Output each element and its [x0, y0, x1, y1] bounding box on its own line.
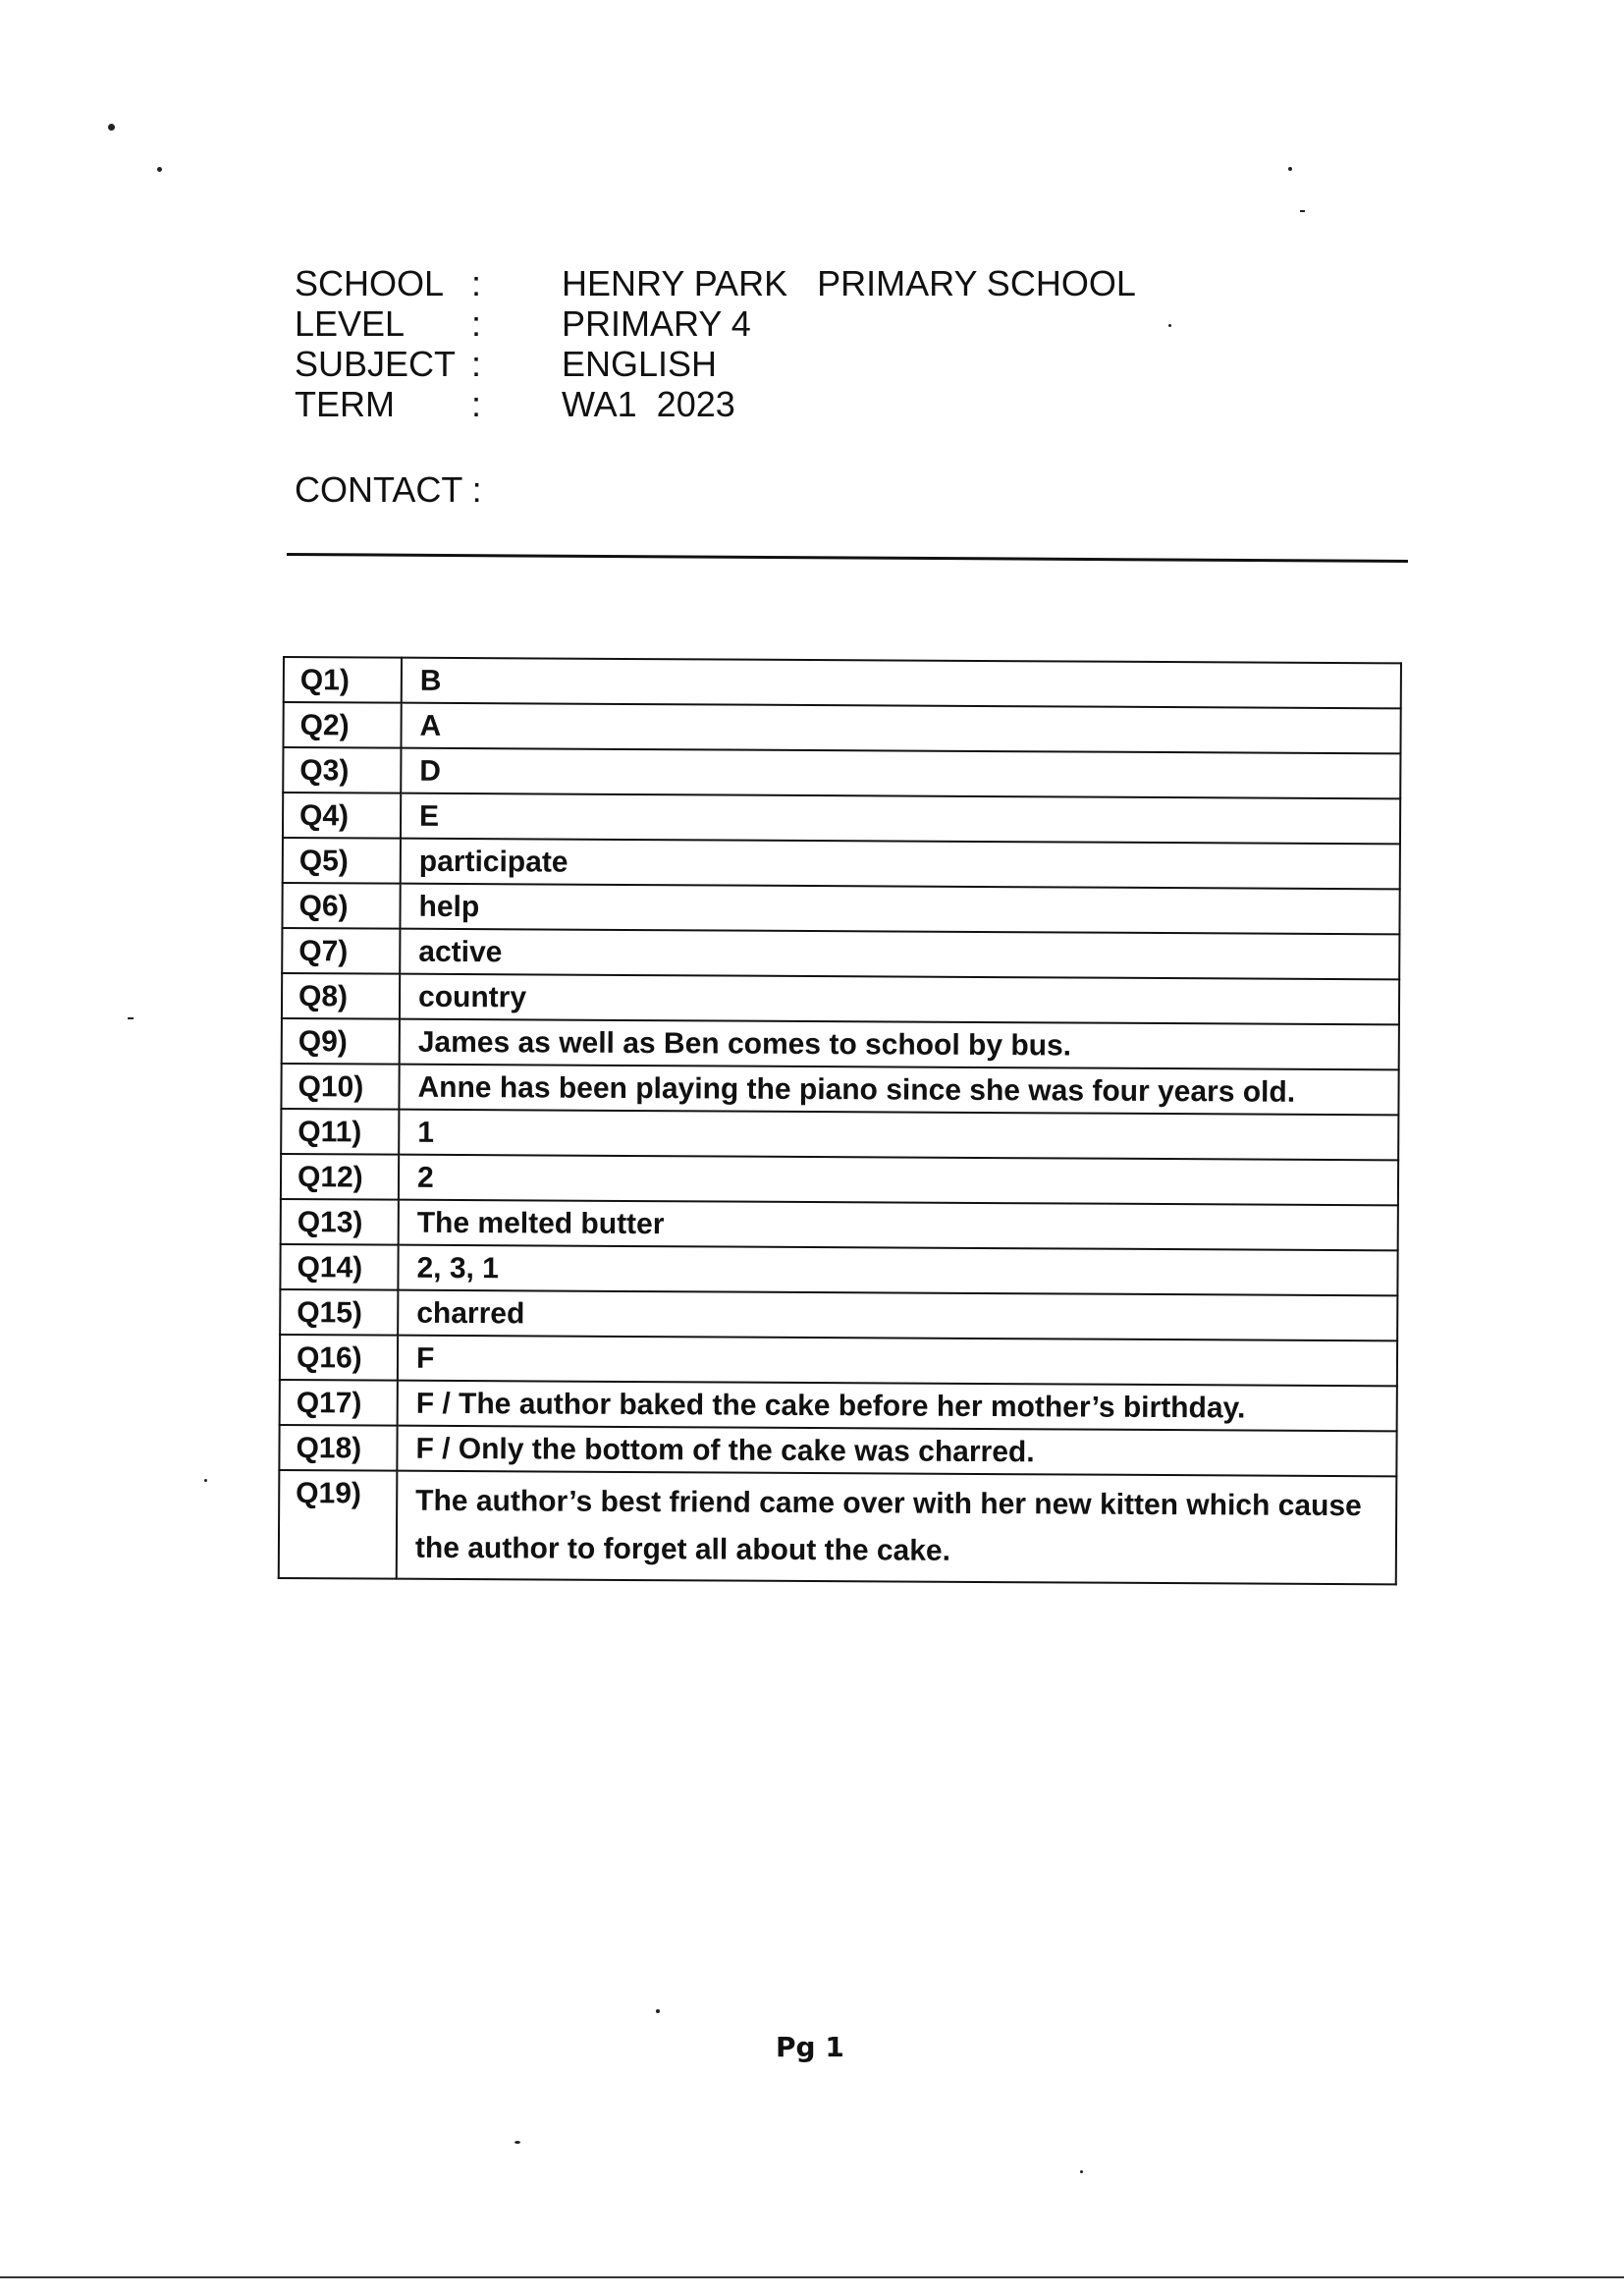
scan-speck: [514, 2141, 520, 2144]
answer-text: A: [401, 703, 1400, 754]
scan-speck: [157, 167, 162, 172]
table-row: [284, 657, 1401, 708]
table-row: [282, 883, 1399, 934]
school-value: HENRY PARK PRIMARY SCHOOL: [562, 263, 1136, 303]
question-number: Q10): [281, 1064, 399, 1110]
term-value: WA1 2023: [562, 384, 735, 424]
question-number: Q13): [281, 1199, 399, 1245]
bottom-scan-edge: [0, 2276, 1624, 2278]
question-number: Q11): [281, 1109, 399, 1155]
table-row: [282, 928, 1399, 979]
answer-text: F / The author baked the cake before her mother’s birthday.: [398, 1381, 1397, 1432]
scan-speck: [1300, 210, 1305, 212]
answer-text: 2: [399, 1155, 1398, 1206]
answer-text: help: [400, 884, 1399, 935]
table-row: [281, 1199, 1398, 1250]
level-row: [295, 303, 1178, 344]
question-number: Q7): [282, 928, 400, 974]
document-header: [295, 263, 1178, 424]
subject-row: [295, 344, 1178, 384]
answer-text: participate: [401, 839, 1400, 890]
answer-text: 2, 3, 1: [398, 1245, 1397, 1296]
scan-speck: [128, 1017, 134, 1019]
school-colon: :: [471, 263, 482, 303]
table-row: [282, 973, 1399, 1024]
table-row: [279, 1425, 1396, 1476]
question-number: Q12): [281, 1154, 399, 1200]
answer-text: The melted butter: [399, 1200, 1398, 1251]
table-row: [283, 838, 1400, 889]
level-label: LEVEL: [295, 303, 406, 344]
answer-table: [278, 656, 1402, 1585]
question-number: Q17): [280, 1380, 398, 1426]
term-colon: :: [471, 384, 482, 424]
answer-text: country: [400, 974, 1399, 1025]
school-label: SCHOOL: [295, 263, 445, 303]
question-number: Q19): [279, 1470, 398, 1579]
table-row: [283, 793, 1400, 844]
level-colon: :: [471, 303, 482, 344]
question-number: Q16): [280, 1335, 398, 1381]
table-row: [280, 1335, 1397, 1386]
term-row: [295, 384, 1178, 424]
question-number: Q15): [280, 1289, 398, 1336]
subject-label: SUBJECT: [295, 344, 457, 384]
question-number: Q2): [283, 702, 401, 748]
answer-table-wrapper: [278, 656, 1402, 1585]
question-number: Q5): [283, 838, 401, 884]
subject-colon: :: [471, 344, 482, 384]
level-value: PRIMARY 4: [562, 303, 751, 344]
answer-text: B: [402, 658, 1401, 709]
scan-speck: [656, 2009, 660, 2013]
header-divider: [287, 553, 1408, 563]
scan-speck: [1080, 2170, 1083, 2173]
answer-text: D: [401, 748, 1400, 799]
scan-speck: [1288, 167, 1292, 171]
table-row: [279, 1470, 1397, 1584]
school-row: [295, 263, 1178, 303]
question-number: Q8): [282, 973, 400, 1019]
table-row: [281, 1154, 1398, 1205]
page-number: Pg 1: [776, 2031, 844, 2063]
contact-label: CONTACT :: [295, 469, 482, 510]
answer-text: charred: [398, 1290, 1397, 1341]
table-row: [280, 1289, 1397, 1340]
question-number: Q14): [280, 1244, 398, 1290]
scan-speck: [204, 1479, 207, 1482]
question-number: Q1): [284, 657, 402, 703]
question-number: Q9): [282, 1018, 400, 1065]
question-number: Q3): [283, 747, 401, 793]
table-row: [283, 702, 1400, 753]
term-label: TERM: [295, 384, 395, 424]
answer-text: F / Only the bottom of the cake was charred.: [397, 1426, 1396, 1477]
table-row: [282, 1018, 1399, 1069]
answer-text: James as well as Ben comes to school by bus.: [400, 1019, 1399, 1070]
question-number: Q18): [279, 1425, 397, 1471]
answer-text: E: [401, 793, 1400, 845]
answer-text: The author’s best friend came over with her new kitten which cause the author to forget all about the cake.: [397, 1471, 1397, 1585]
answer-text: 1: [399, 1110, 1398, 1161]
answer-text: Anne has been playing the piano since she was four years old.: [399, 1065, 1398, 1116]
question-number: Q4): [283, 793, 401, 839]
table-row: [280, 1380, 1397, 1431]
answer-text: F: [398, 1336, 1397, 1387]
table-row: [283, 747, 1400, 798]
table-row: [280, 1244, 1397, 1295]
table-row: [281, 1064, 1398, 1115]
answer-text: active: [400, 929, 1399, 980]
question-number: Q6): [282, 883, 400, 929]
table-row: [281, 1109, 1398, 1160]
subject-value: ENGLISH: [562, 344, 718, 384]
scan-speck: [108, 124, 115, 131]
